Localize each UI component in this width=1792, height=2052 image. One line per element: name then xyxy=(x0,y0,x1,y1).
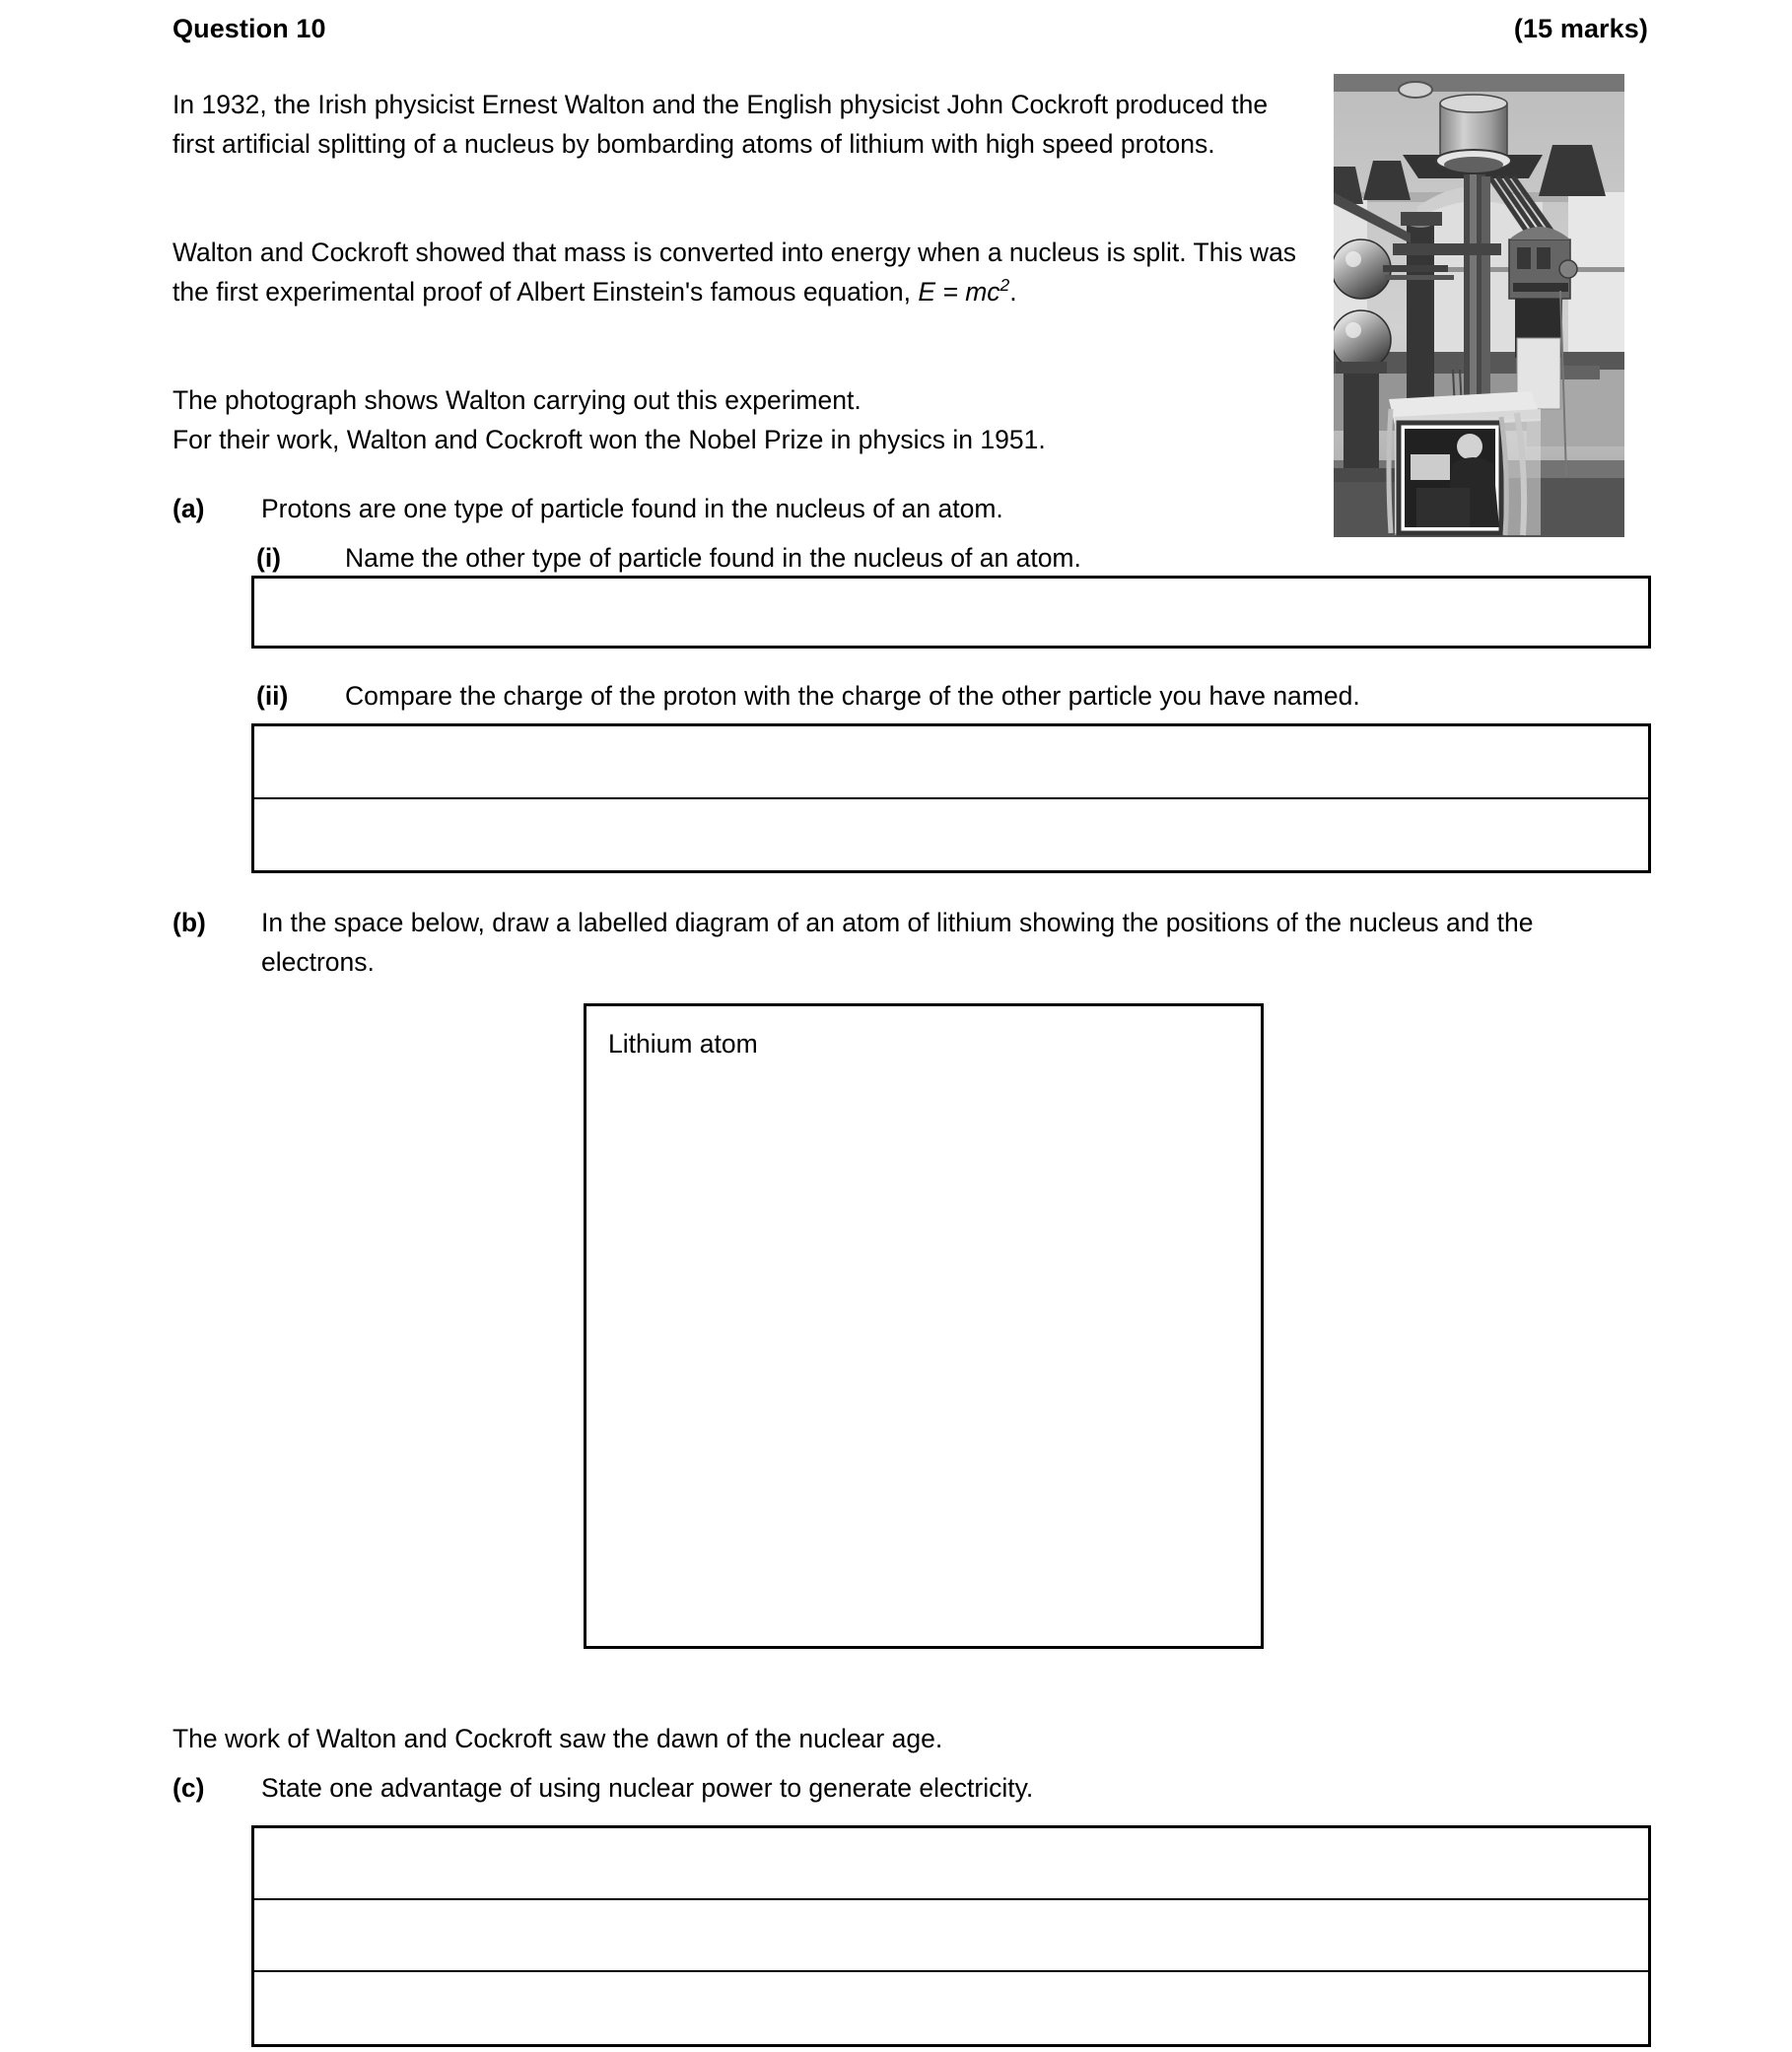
answer-line[interactable] xyxy=(254,1900,1648,1972)
part-b-text: In the space below, draw a labelled diagram of an atom of lithium showing the positions of the nucleus and the electrons. xyxy=(261,908,1534,977)
page-title: Question 10 xyxy=(172,14,326,43)
intro-paragraph-2 xyxy=(172,233,1301,311)
part-a-i-label: (i) xyxy=(256,543,282,573)
part-a-ii-text: Compare the charge of the proton with the charge of the other particle you have named. xyxy=(345,681,1360,711)
part-b-label: (b) xyxy=(172,908,206,937)
intro-paragraph-3-line-1: The photograph shows Walton carrying out this experiment. xyxy=(172,385,862,415)
walton-experiment-photo xyxy=(1334,74,1624,537)
question-header xyxy=(172,14,1648,44)
answer-line[interactable] xyxy=(254,726,1648,799)
part-a-label: (a) xyxy=(172,494,205,523)
part-a-ii-label: (ii) xyxy=(256,681,289,711)
intro-paragraph-2-text-after: . xyxy=(1009,277,1017,307)
lithium-atom-caption: Lithium atom xyxy=(608,1029,758,1059)
equation-exponent: 2 xyxy=(999,275,1010,296)
einstein-equation xyxy=(918,277,1009,307)
answer-line[interactable] xyxy=(254,1972,1648,2044)
intro-paragraph-3 xyxy=(172,380,1355,459)
answer-line[interactable] xyxy=(254,1828,1648,1900)
answer-box-a-ii[interactable] xyxy=(251,723,1651,873)
intro-paragraph-1: In 1932, the Irish physicist Ernest Walton and the English physicist John Cockroft produced the first artificial splitting of a nucleus by bombarding atoms of lithium with high speed protons. xyxy=(172,90,1269,159)
intro-paragraph-2-text-before: Walton and Cockroft showed that mass is converted into energy when a nucleus is split. This was the first experimental proof of Albert Einstein's famous equation, xyxy=(172,238,1297,307)
part-c-text: State one advantage of using nuclear power to generate electricity. xyxy=(261,1773,1034,1803)
part-a-text: Protons are one type of particle found in the nucleus of an atom. xyxy=(261,494,1003,523)
part-a-i-text: Name the other type of particle found in the nucleus of an atom. xyxy=(345,543,1081,573)
answer-box-a-i[interactable] xyxy=(251,576,1651,649)
answer-line[interactable] xyxy=(254,579,1648,646)
equation-base: E = mc xyxy=(918,277,1000,307)
answer-line[interactable] xyxy=(254,799,1648,872)
answer-box-c[interactable] xyxy=(251,1825,1651,2047)
part-c-label: (c) xyxy=(172,1773,205,1803)
intro-paragraph-3-line-2: For their work, Walton and Cockroft won the Nobel Prize in physics in 1951. xyxy=(172,425,1046,454)
lithium-atom-drawing-box[interactable] xyxy=(584,1003,1264,1649)
marks-label: (15 marks) xyxy=(1513,14,1648,43)
intro-paragraph-4: The work of Walton and Cockroft saw the dawn of the nuclear age. xyxy=(172,1724,943,1753)
